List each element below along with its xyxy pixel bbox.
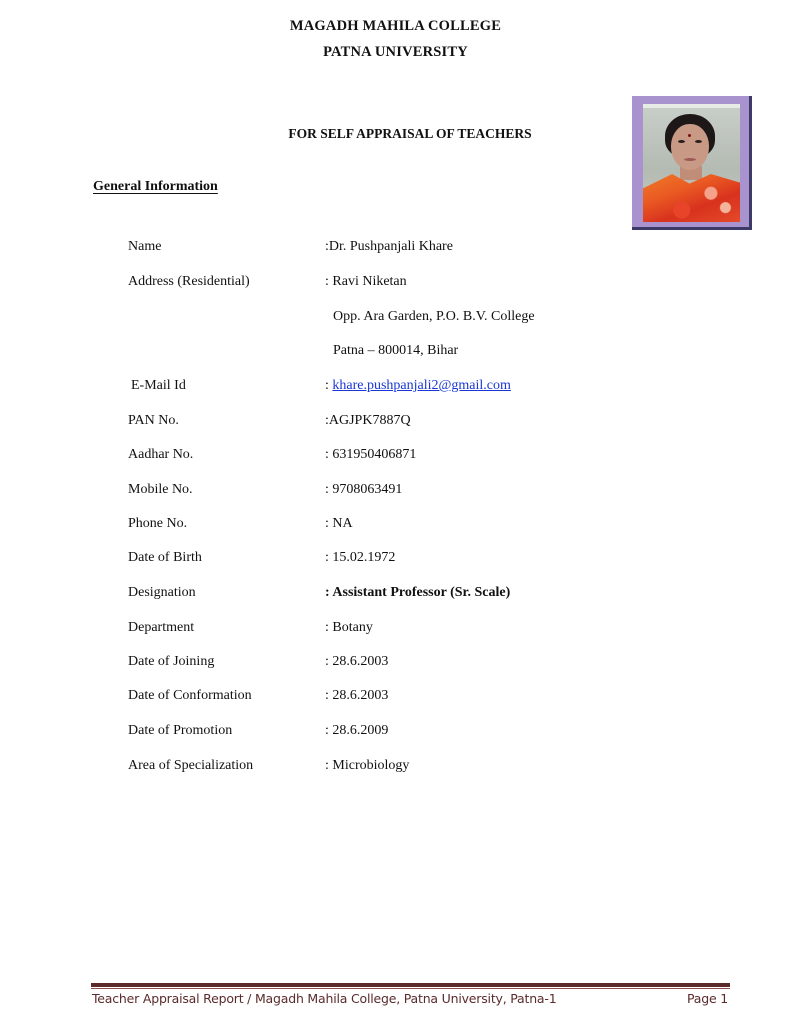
info-row-email (131, 378, 691, 398)
info-row-dob (128, 550, 688, 570)
pan-value: :AGJPK7887Q (325, 413, 411, 428)
name-value: :Dr. Pushpanjali Khare (325, 239, 453, 254)
aadhar-label: Aadhar No. (128, 447, 194, 462)
designation-label: Designation (128, 585, 196, 600)
email-prefix: : (325, 378, 333, 393)
section-heading: General Information (93, 179, 218, 194)
footer-divider-thick (91, 983, 730, 987)
address-line-3: Patna – 800014, Bihar (333, 343, 459, 358)
info-row-specialization (128, 758, 688, 778)
info-row-designation (128, 585, 688, 605)
info-row-conformation (128, 688, 688, 708)
phone-value: : NA (325, 516, 353, 531)
specialization-value: : Microbiology (325, 758, 410, 773)
name-label: Name (128, 239, 162, 254)
form-title: FOR SELF APPRAISAL OF TEACHERS (288, 126, 532, 141)
address-label: Address (Residential) (128, 274, 250, 289)
info-row-mobile (128, 482, 688, 502)
joining-label: Date of Joining (128, 654, 215, 669)
department-value: : Botany (325, 620, 373, 635)
specialization-label: Area of Specialization (128, 758, 254, 773)
joining-value: : 28.6.2003 (325, 654, 389, 669)
footer-divider-thin (91, 988, 730, 989)
promotion-label: Date of Promotion (128, 723, 233, 738)
university-name: PATNA UNIVERSITY (323, 44, 468, 60)
designation-value: : Assistant Professor (Sr. Scale) (325, 585, 511, 600)
mobile-label: Mobile No. (128, 482, 193, 497)
address-line-1: : Ravi Niketan (325, 274, 407, 289)
dob-label: Date of Birth (128, 550, 202, 565)
info-row-department (128, 620, 688, 640)
conformation-label: Date of Conformation (128, 688, 252, 703)
promotion-value: : 28.6.2009 (325, 723, 389, 738)
profile-photo-icon (643, 104, 740, 222)
info-row-joining (128, 654, 688, 674)
info-row-aadhar (128, 447, 688, 467)
email-link[interactable]: khare.pushpanjali2@gmail.com (332, 378, 511, 393)
pan-label: PAN No. (128, 413, 179, 428)
info-row-address (128, 274, 688, 294)
info-row-name (128, 239, 688, 259)
info-row-phone (128, 516, 688, 536)
conformation-value: : 28.6.2003 (325, 688, 389, 703)
dob-value: : 15.02.1972 (325, 550, 396, 565)
mobile-value: : 9708063491 (325, 482, 403, 497)
phone-label: Phone No. (128, 516, 188, 531)
email-label: E-Mail Id (131, 378, 186, 393)
profile-photo-frame (632, 96, 752, 230)
department-label: Department (128, 620, 195, 635)
footer-page-number: Page 1 (687, 991, 728, 1006)
aadhar-value: : 631950406871 (325, 447, 417, 462)
footer-report-title: Teacher Appraisal Report / Magadh Mahila College, Patna University, Patna-1 (92, 991, 557, 1006)
address-line-2: Opp. Ara Garden, P.O. B.V. College (333, 309, 535, 324)
college-name: MAGADH MAHILA COLLEGE (289, 18, 502, 34)
info-row-pan (128, 413, 688, 433)
info-row-promotion (128, 723, 688, 743)
